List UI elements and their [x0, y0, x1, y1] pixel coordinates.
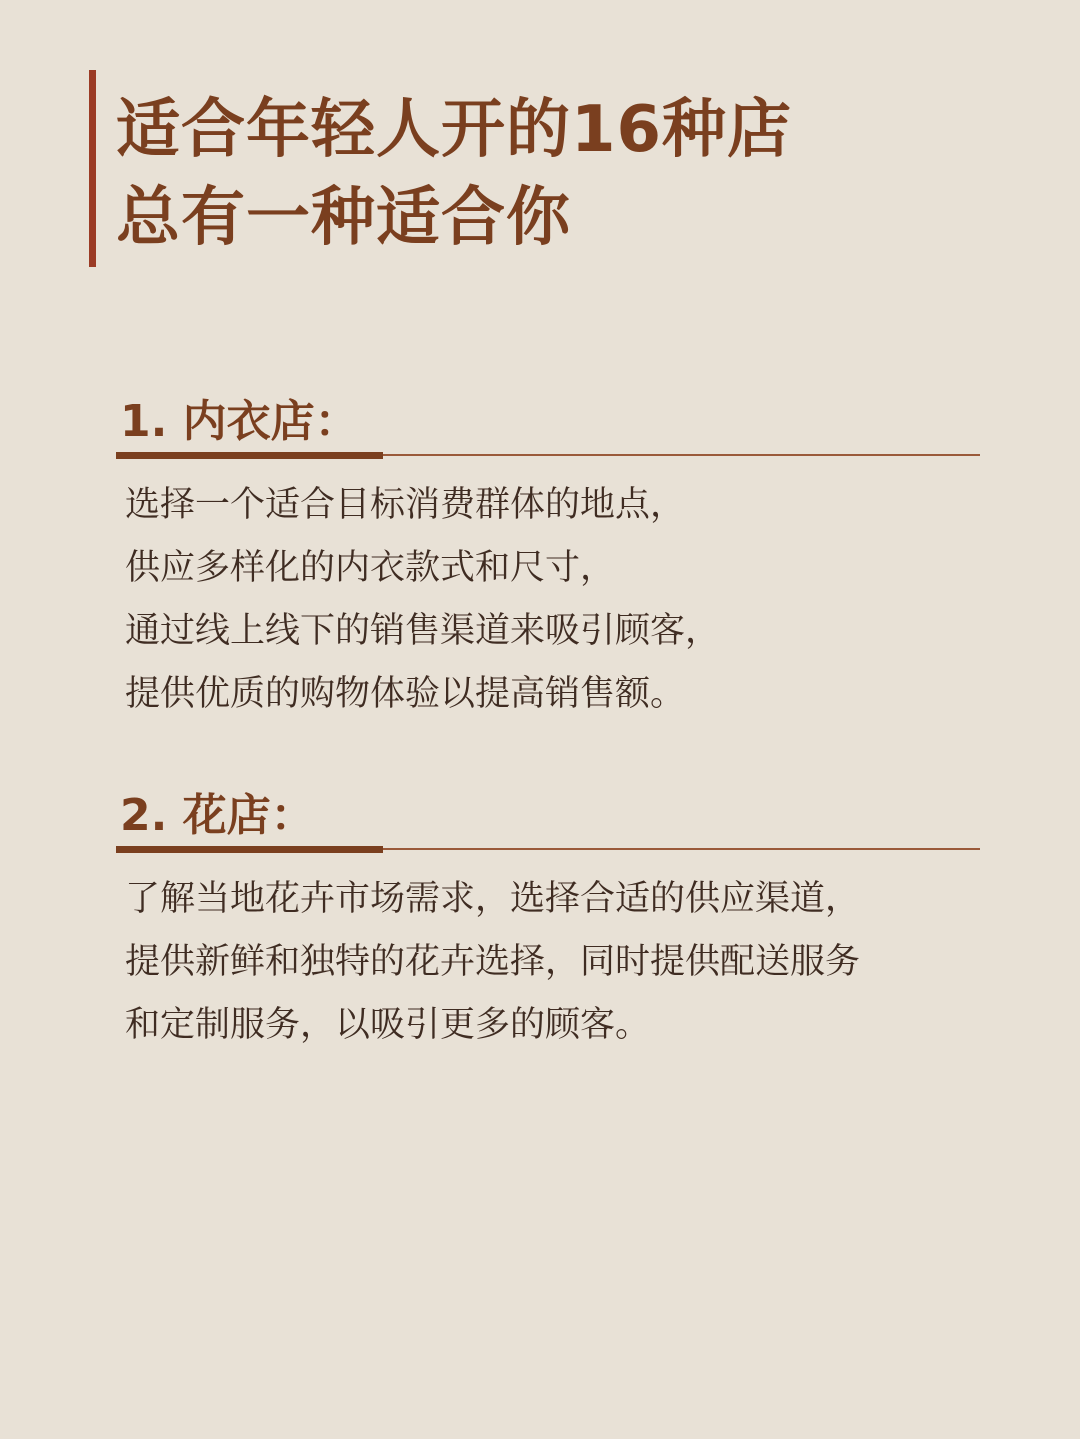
section-body: [116, 474, 980, 726]
body-line: 提供新鲜和独特的花卉选择，同时提供配送服务: [125, 942, 861, 982]
title-block: [89, 70, 969, 267]
section-underwear-store: [116, 392, 980, 726]
body-line: 选择一个适合目标消费群体的地点，: [125, 485, 686, 525]
section-heading: [116, 392, 980, 462]
section-heading: [116, 786, 980, 856]
heading-underline-accent: [116, 452, 383, 459]
body-line: 了解当地花卉市场需求，选择合适的供应渠道，: [125, 879, 861, 919]
section-body: [116, 868, 980, 1057]
body-line: 和定制服务，以吸引更多的顾客。: [125, 1005, 651, 1045]
section-heading-text: 2. 花店：: [120, 790, 315, 841]
section-flower-shop: [116, 786, 980, 1057]
page-title-line-1: 适合年轻人开的16种店: [116, 93, 793, 167]
body-line: 提供优质的购物体验以提高销售额。: [125, 674, 686, 714]
section-heading-text: 1. 内衣店：: [120, 396, 359, 447]
body-line: 供应多样化的内衣款式和尺寸，: [125, 548, 616, 588]
heading-underline-accent: [116, 846, 383, 853]
body-line: 通过线上线下的销售渠道来吸引顾客，: [125, 611, 721, 651]
page-title-line-2: 总有一种适合你: [116, 181, 571, 255]
